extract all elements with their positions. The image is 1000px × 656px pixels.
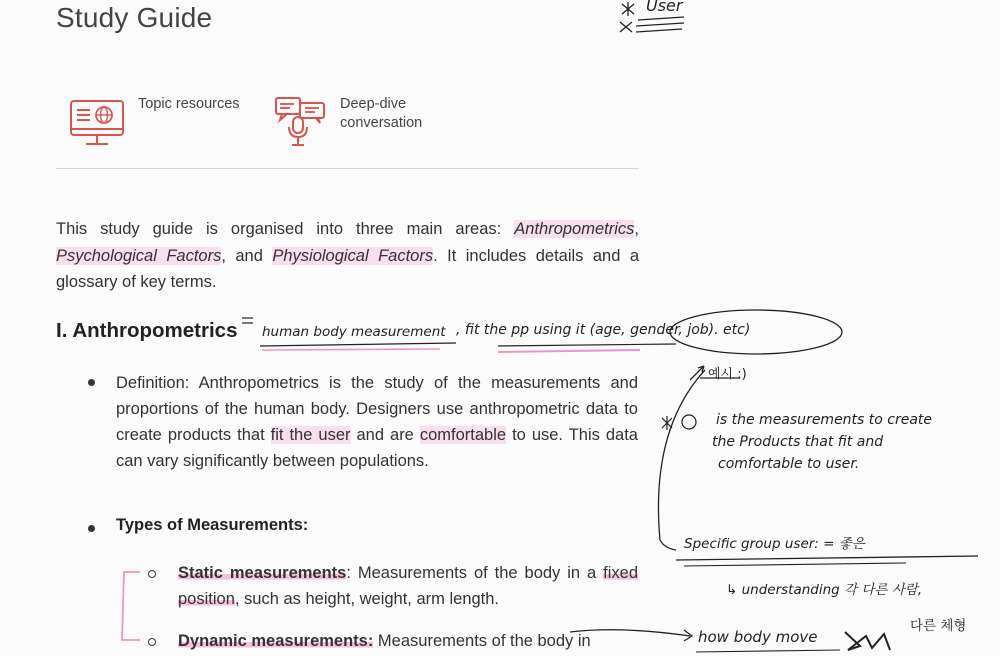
types-of-measurements-heading: Types of Measurements: — [116, 516, 309, 534]
intro-text-2: , — [634, 220, 639, 238]
definition-fit-the-user: fit the user — [270, 426, 351, 444]
intro-text-1: This study guide is organised into three main areas: — [56, 220, 515, 238]
hand-note-margin-1: is the measurements to create — [716, 412, 933, 428]
deep-dive-label-line1: Deep-dive — [340, 96, 407, 112]
intro-term-physiological: Physiological Factors — [272, 246, 434, 265]
dynamic-text-a: Measurements of the body in — [373, 632, 591, 650]
hand-note-body-type: 다른 체형 — [910, 618, 967, 634]
intro-term-psychological: Psychological Factors — [56, 246, 222, 265]
topic-resources-label: Topic resources — [138, 96, 240, 112]
page-title: Study Guide — [56, 2, 213, 33]
hand-note-specific-group: Specific group user: = 좋은 — [684, 536, 865, 552]
section-heading-anthropometrics: I. Anthropometrics — [56, 319, 238, 342]
static-term: Static measurements — [178, 564, 347, 582]
static-text-a: : Measurements of the body in a — [346, 564, 604, 582]
hand-note-body-measurement: human body measurement — [262, 324, 446, 340]
definition-text-e: to use. This data can vary significantly between populations. — [116, 426, 638, 470]
intro-text-3: , and — [221, 246, 273, 265]
hand-note-understanding: ↳ understanding 각 다른 사람, — [726, 582, 923, 598]
definition-text-c: and are — [350, 426, 420, 444]
definition-text-a: Definition: Anthropometrics is the study of the measurements and proportions of the human body. Designers use anthropometric data to create products that — [116, 374, 638, 444]
intro-term-anthropometrics: Anthropometrics — [514, 220, 635, 238]
dynamic-term: Dynamic measurements: — [178, 632, 374, 650]
definition-comfortable: comfortable — [419, 426, 507, 444]
intro-text-4: . It includes details and a glossary of key terms. — [56, 246, 639, 291]
hand-note-user: User — [646, 0, 683, 15]
deep-dive-label-line2: conversation — [340, 115, 423, 131]
hand-note-how-body-move: how body move — [698, 628, 818, 646]
hand-note-margin-2: the Products that fit and — [712, 434, 884, 450]
static-fixed-position: fixed position — [178, 564, 638, 608]
hand-note-fit-pp: , fit the pp using it (age, gender, job). etc) — [456, 322, 751, 338]
hand-note-example: 예시 :) — [708, 367, 747, 382]
hand-note-margin-3: comfortable to user. — [718, 456, 860, 472]
static-text-c: , such as height, weight, arm length. — [234, 590, 500, 608]
